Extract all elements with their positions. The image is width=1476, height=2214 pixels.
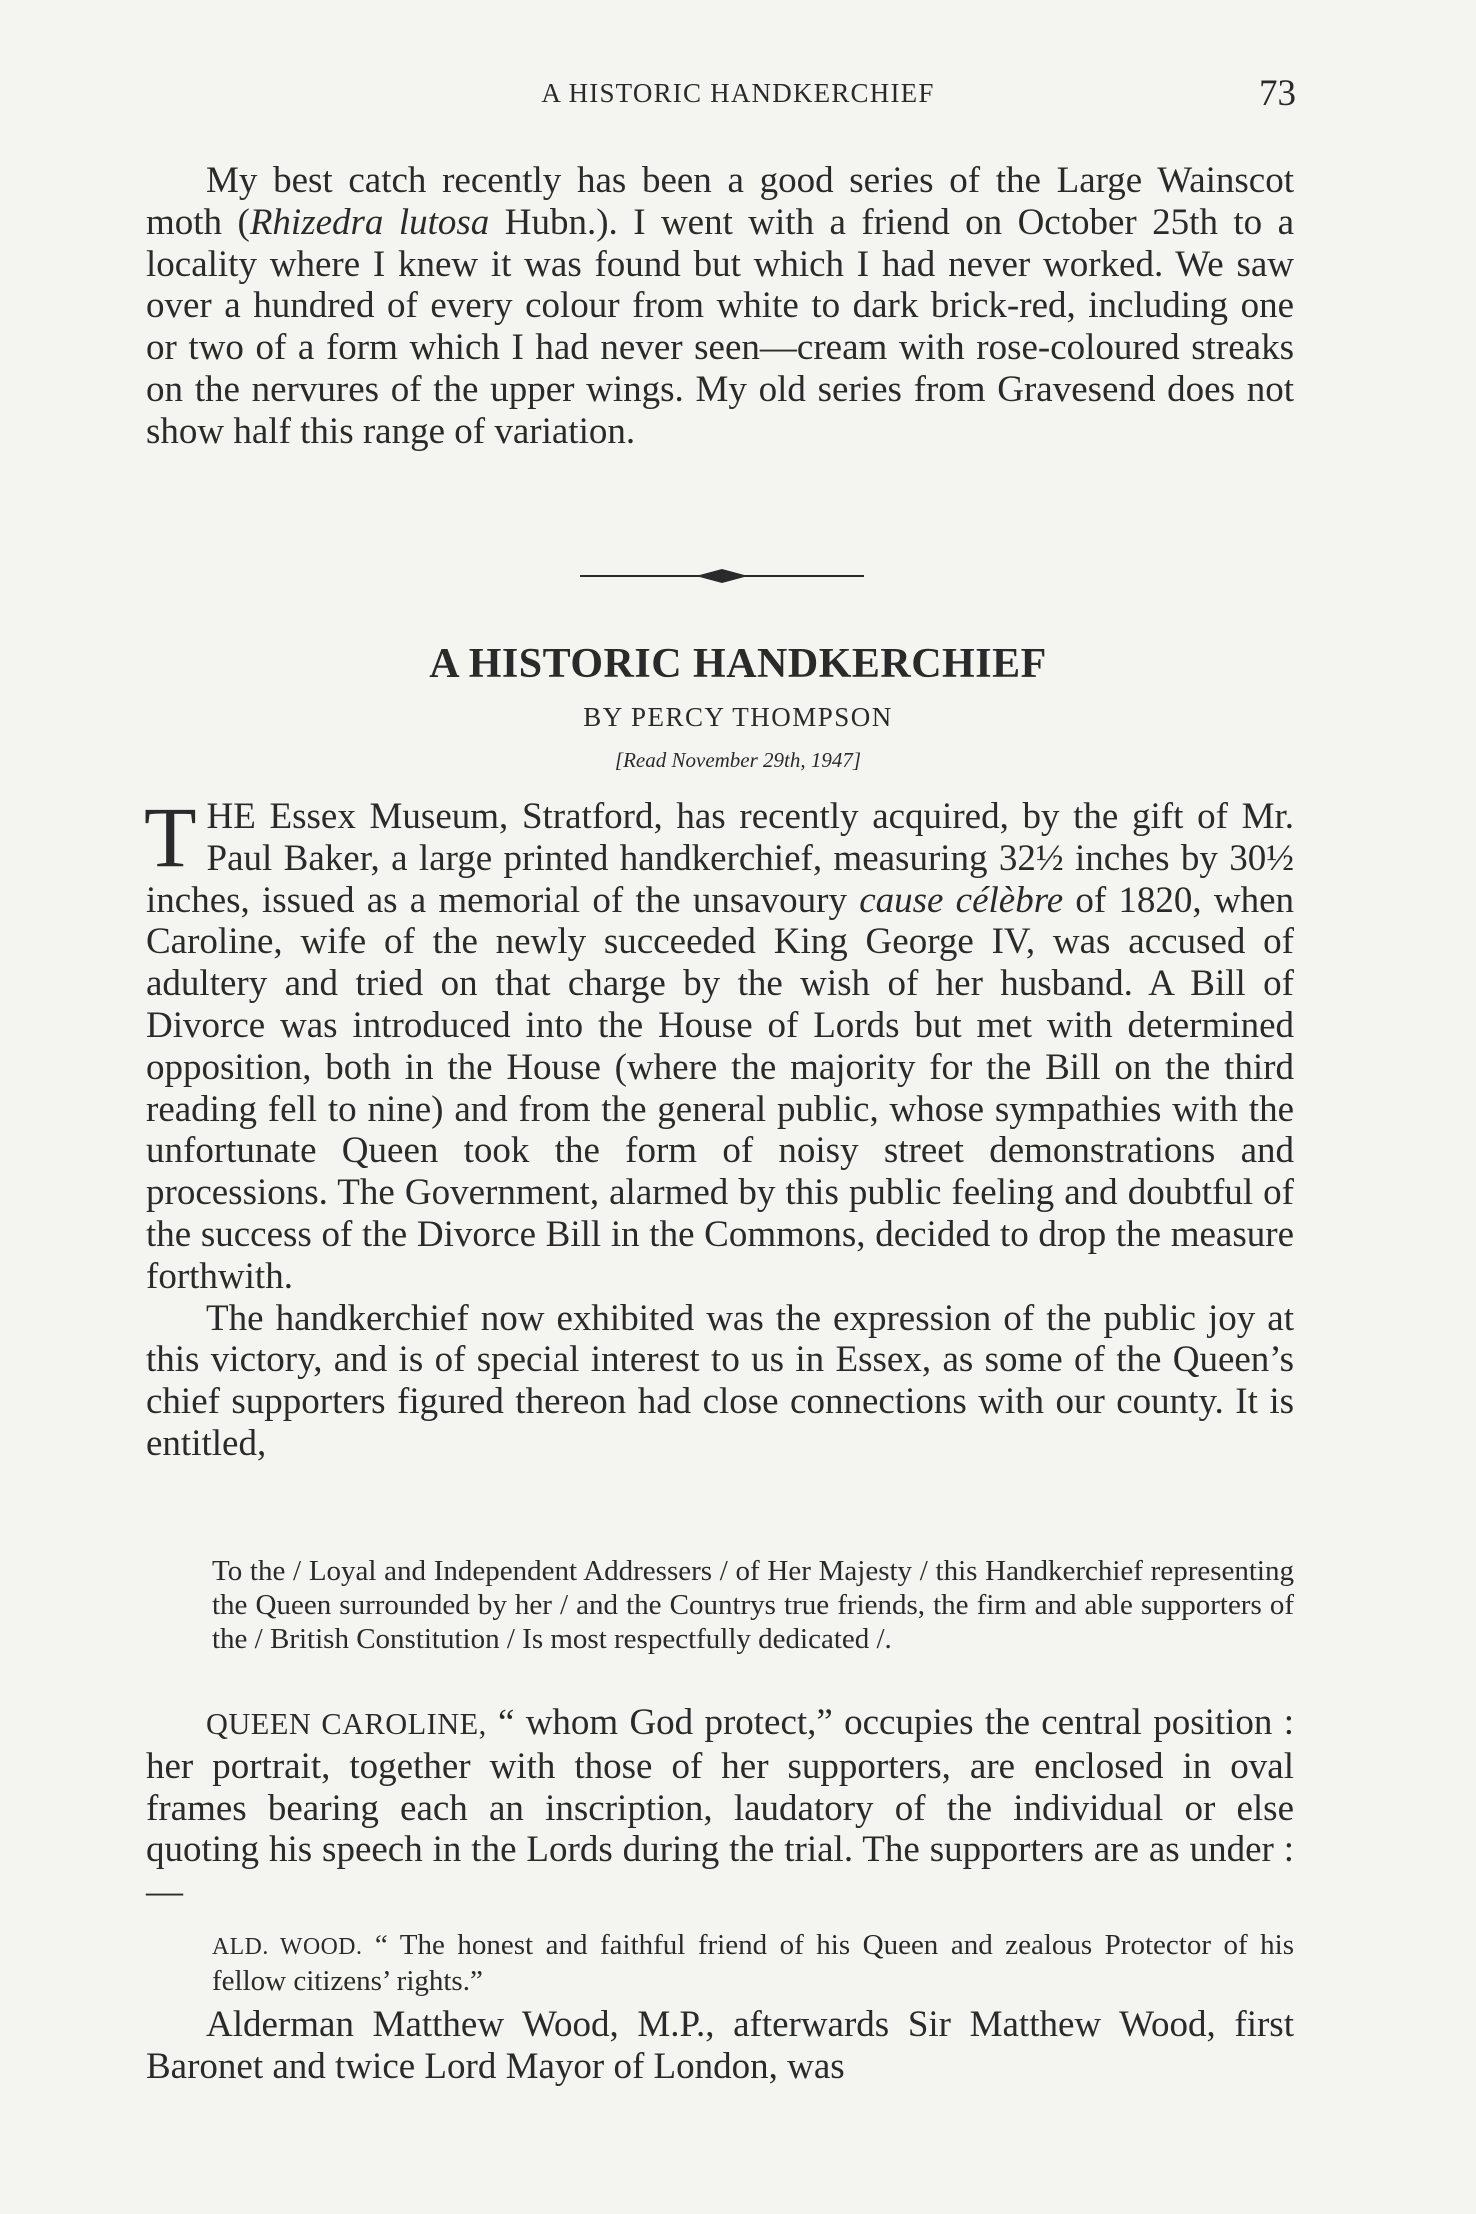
dedication-quote: To the / Loyal and Independent Addressers / of Her Majesty / this Handkerchief representing the Queen surrounded by her / and the Countrys true friends, the firm and able supporters of the / British Constitution / Is most respectfully dedicated /.	[212, 1555, 1294, 1655]
article-title: A HISTORIC HANDKERCHIEF	[429, 641, 1047, 687]
ald-wood-quote	[212, 1928, 1294, 1998]
drop-cap: T	[144, 789, 197, 885]
paragraph-3-text: “ whom God protect,” occupies the central position : her portrait, together with those of her supporters, are enclosed in oval frames bearing each an inscription, laudatory of the individual or else quoting his speech in the Lords during the trial. The supporters are as under :—	[146, 1702, 1294, 1913]
italic-phrase: cause célèbre	[859, 879, 1064, 921]
italic-phrase: Rhizedra lutosa	[249, 201, 490, 243]
paragraph-1-text: HE Essex Museum, Stratford, has recently acquired, by the gift of Mr. Paul Baker, a large printed handkerchief, measuring 32½ inches by 30½ inches, issued as a memorial of the unsavoury cause célèbre of 1820, when Caroline, wife of the newly succeeded King George IV, was accused of adultery and tried on that charge by the wish of her husband. A Bill of Divorce was introduced into the House of Lords but met with determined opposition, both in the House (where the majority for the Bill on the third reading fell to nine) and from the general public, whose sympathies with the unfortunate Queen took the form of noisy street demonstrations and processions. The Government, alarmed by this public feeling and doubtful of the success of the Divorce Bill in the Commons, decided to drop the measure forthwith.	[146, 796, 1294, 1297]
intro-paragraph: My best catch recently has been a good series of the Large Wainscot moth (Rhizedra lutosa Hubn.). I went with a friend on October 25th to a locality where I knew it was found but which I had never worked. We saw over a hundred of every colour from white to dark brick-red, including one or two of a form which I had never seen—cream with rose-coloured streaks on the nervures of the upper wings. My old series from Gravesend does not show half this range of variation.	[146, 160, 1294, 452]
queen-caroline-lead: QUEEN CAROLINE,	[206, 1707, 487, 1741]
page-number: 73	[1259, 73, 1296, 114]
ald-wood-text: “ The honest and faithful friend of his Queen and zealous Protector of his fellow citizens’ rights.”	[212, 1929, 1294, 1997]
paragraph-1	[144, 789, 1294, 1298]
running-head: A HISTORIC HANDKERCHIEF	[541, 78, 935, 108]
article-body-top	[144, 789, 1294, 1465]
paragraph-4: Alderman Matthew Wood, M.P., afterwards Sir Matthew Wood, first Baronet and twice Lord Mayor of London, was	[146, 2004, 1294, 2087]
section-divider-ornament	[580, 566, 864, 586]
article-body-end	[146, 2004, 1294, 2088]
ald-wood-lead: ALD. WOOD.	[212, 1934, 363, 1960]
article-byline: BY PERCY THOMPSON	[583, 702, 893, 732]
article-body-bottom	[146, 1702, 1294, 1913]
paragraph-2: The handkerchief now exhibited was the expression of the public joy at this victory, and is of special interest to us in Essex, as some of the Queen’s chief supporters figured thereon had close connections with our county. It is entitled,	[146, 1297, 1294, 1464]
paragraph-3	[146, 1702, 1294, 1913]
read-date: [Read November 29th, 1947]	[614, 748, 862, 772]
intro-section	[146, 160, 1294, 453]
